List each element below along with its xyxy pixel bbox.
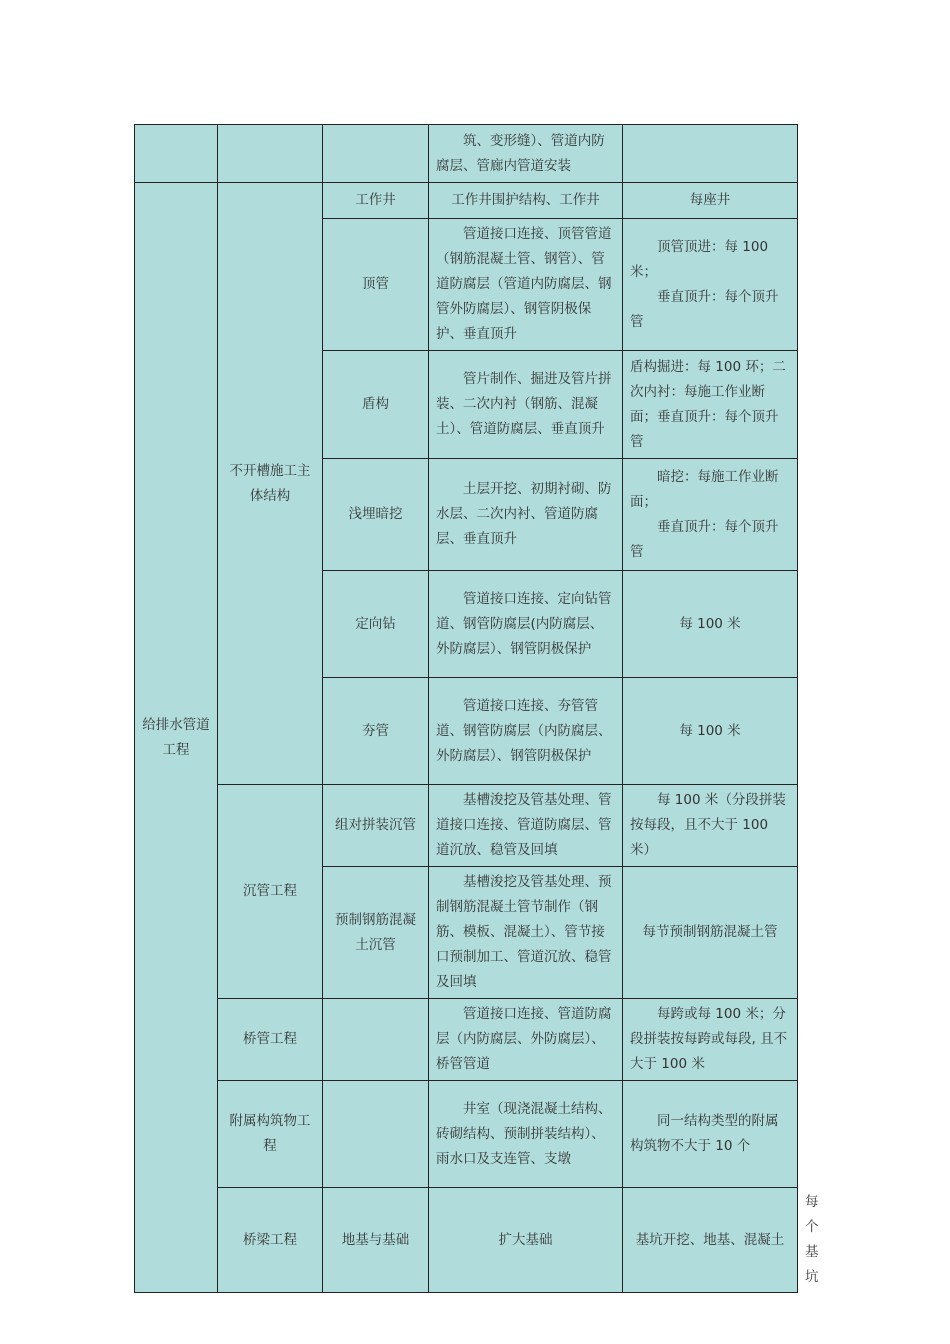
cell-subgroup — [218, 125, 323, 183]
table-row — [135, 183, 798, 219]
cell-batch: 盾构掘进：每 100 环；二次内衬：每施工作业断面；垂直顶升：每个顶升管 — [623, 351, 798, 459]
table-row — [135, 999, 798, 1081]
cell-batch: 同一结构类型的附属构筑物不大于 10 个 — [623, 1081, 798, 1188]
cell-subgroup: 桥管工程 — [218, 999, 323, 1081]
cell-batch: 每 100 米 — [623, 571, 798, 678]
cell-batch: 每节预制钢筋混凝土管 — [623, 867, 798, 999]
cell-batch — [623, 125, 798, 183]
cell-batch: 每 100 米 — [623, 678, 798, 785]
cell-batch: 每跨或每 100 米；分段拼装按每跨或每段, 且不大于 100 米 — [623, 999, 798, 1081]
inspection-batch-table — [134, 124, 819, 1293]
cell-item: 工作井 — [323, 183, 429, 219]
cell-content: 管道接口连接、顶管管道（钢筋混凝土管、钢管）、管道防腐层（管道内防腐层、钢管外防腐层）、钢管阴极保护、垂直顶升 — [429, 219, 623, 351]
cell-item — [323, 125, 429, 183]
cell-content: 土层开挖、初期衬砌、防水层、二次内衬、管道防腐层、垂直顶升 — [429, 459, 623, 571]
cell-content: 筑、变形缝）、管道内防腐层、管廊内管道安装 — [429, 125, 623, 183]
table-row: 桥梁工程 地基与基础 扩大基础 基坑开挖、地基、混凝土 每个基坑 — [135, 1188, 798, 1293]
cell-content: 基槽浚挖及管基处理、预制钢筋混凝土管节制作（钢筋、模板、混凝土）、管节接口预制加工、管道沉放、稳管及回填 — [429, 867, 623, 999]
cell-subgroup-sink: 沉管工程 — [218, 785, 323, 999]
cell-item: 盾构 — [323, 351, 429, 459]
cell-item: 定向钻 — [323, 571, 429, 678]
cell-content: 基坑开挖、地基、混凝土 — [623, 1188, 798, 1293]
cell-batch: 顶管顶进：每 100 米； 垂直顶升：每个顶升管 — [623, 219, 798, 351]
cell-content: 基槽浚挖及管基处理、管道接口连接、管道防腐层、管道沉放、稳管及回填 — [429, 785, 623, 867]
table-row — [135, 1081, 798, 1188]
cell-batch: 每座井 — [623, 183, 798, 219]
cell-subgroup: 地基与基础 — [323, 1188, 429, 1293]
cell-content: 管道接口连接、定向钻管道、钢管防腐层(内防腐层、外防腐层）、钢管阴极保护 — [429, 571, 623, 678]
cell-item: 扩大基础 — [429, 1188, 623, 1293]
cell-content: 管片制作、掘进及管片拼装、二次内衬（钢筋、混凝土）、管道防腐层、垂直顶升 — [429, 351, 623, 459]
table-row — [135, 785, 798, 867]
cell-item: 浅埋暗挖 — [323, 459, 429, 571]
cell-item: 预制钢筋混凝土沉管 — [323, 867, 429, 999]
cell-group: 桥梁工程 — [218, 1188, 323, 1293]
cell-content: 管道接口连接、管道防腐层（内防腐层、外防腐层）、桥管管道 — [429, 999, 623, 1081]
cell-batch: 暗挖：每施工作业断面； 垂直顶升：每个顶升管 — [623, 459, 798, 571]
cell-subgroup: 附属构筑物工程 — [218, 1081, 323, 1188]
cell-item: 顶管 — [323, 219, 429, 351]
cell-content: 管道接口连接、夯管管道、钢管防腐层（内防腐层、外防腐层）、钢管阴极保护 — [429, 678, 623, 785]
cell-group — [135, 125, 218, 183]
table-row — [135, 125, 798, 183]
cell-content: 工作井围护结构、工作井 — [429, 183, 623, 219]
cell-item: 夯管 — [323, 678, 429, 785]
cell-subgroup-trenchless: 不开槽施工主体结构 — [218, 183, 323, 785]
cell-batch: 每 100 米（分段拼装按每段，且不大于 100 米） — [623, 785, 798, 867]
cell-group-water: 给排水管道工程 — [135, 183, 218, 1293]
cell-item — [323, 1081, 429, 1188]
cell-item: 组对拼装沉管 — [323, 785, 429, 867]
cell-content: 井室（现浇混凝土结构、砖砌结构、预制拼装结构）、雨水口及支连管、支墩 — [429, 1081, 623, 1188]
cell-item — [323, 999, 429, 1081]
